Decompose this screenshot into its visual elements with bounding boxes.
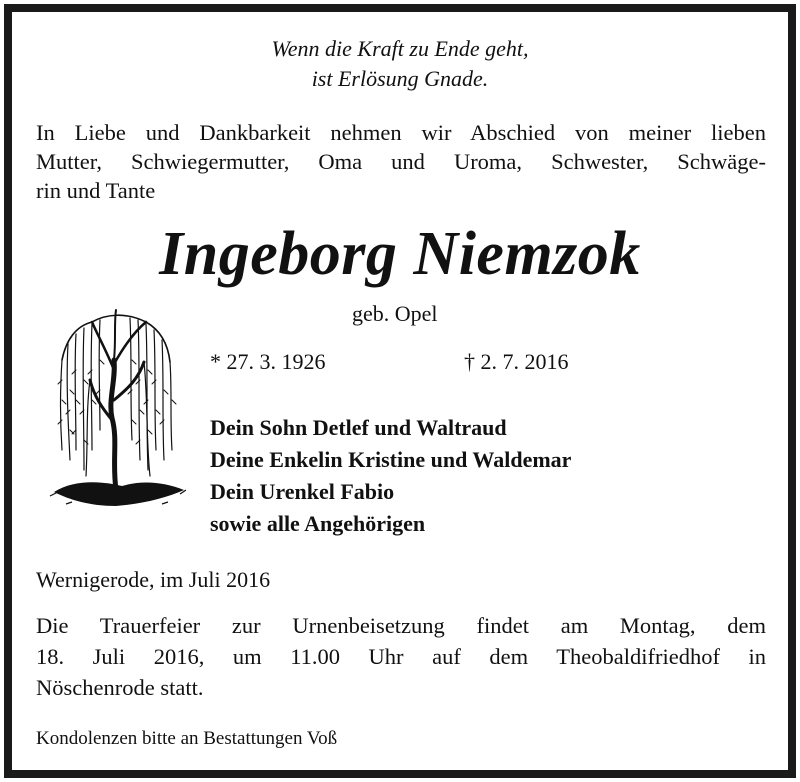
weeping-willow-icon	[46, 300, 186, 512]
family-line: Dein Urenkel Fabio	[210, 479, 395, 504]
deceased-name: Ingeborg Niemzok	[159, 220, 641, 288]
motto-line-1: Wenn die Kraft zu Ende geht,	[271, 36, 529, 61]
intro-text	[36, 118, 766, 205]
maiden-name: geb. Opel	[352, 301, 438, 326]
family-line: Dein Sohn Detlef und Waltraud	[210, 415, 507, 440]
death-date: † 2. 7. 2016	[464, 349, 569, 374]
motto-line-2: ist Erlösung Gnade.	[311, 66, 489, 91]
ceremony-line-1: Die Trauerfeier zur Urnenbeisetzung findet am Montag, dem	[36, 613, 766, 638]
birth-date: * 27. 3. 1926	[210, 349, 326, 374]
intro-line-1: In Liebe und Dankbarkeit nehmen wir Abschied von meiner lieben	[36, 120, 766, 145]
place-date: Wernigerode, im Juli 2016	[36, 567, 271, 592]
family-line: Deine Enkelin Kristine und Waldemar	[210, 447, 572, 472]
motto	[12, 34, 788, 94]
ceremony-line-3: Nöschenrode statt.	[36, 675, 204, 700]
family-list	[210, 412, 571, 540]
condolences-note: Kondolenzen bitte an Bestattungen Voß	[36, 728, 338, 749]
family-line: sowie alle Angehörigen	[210, 511, 426, 536]
ceremony-text	[36, 610, 766, 703]
ceremony-line-2: 18. Juli 2016, um 11.00 Uhr auf dem Theobaldifriedhof in	[36, 644, 766, 669]
intro-line-3: rin und Tante	[36, 178, 156, 203]
intro-line-2: Mutter, Schwiegermutter, Oma und Uroma, Schwester, Schwäge-	[36, 149, 766, 174]
obituary-notice	[4, 4, 796, 778]
